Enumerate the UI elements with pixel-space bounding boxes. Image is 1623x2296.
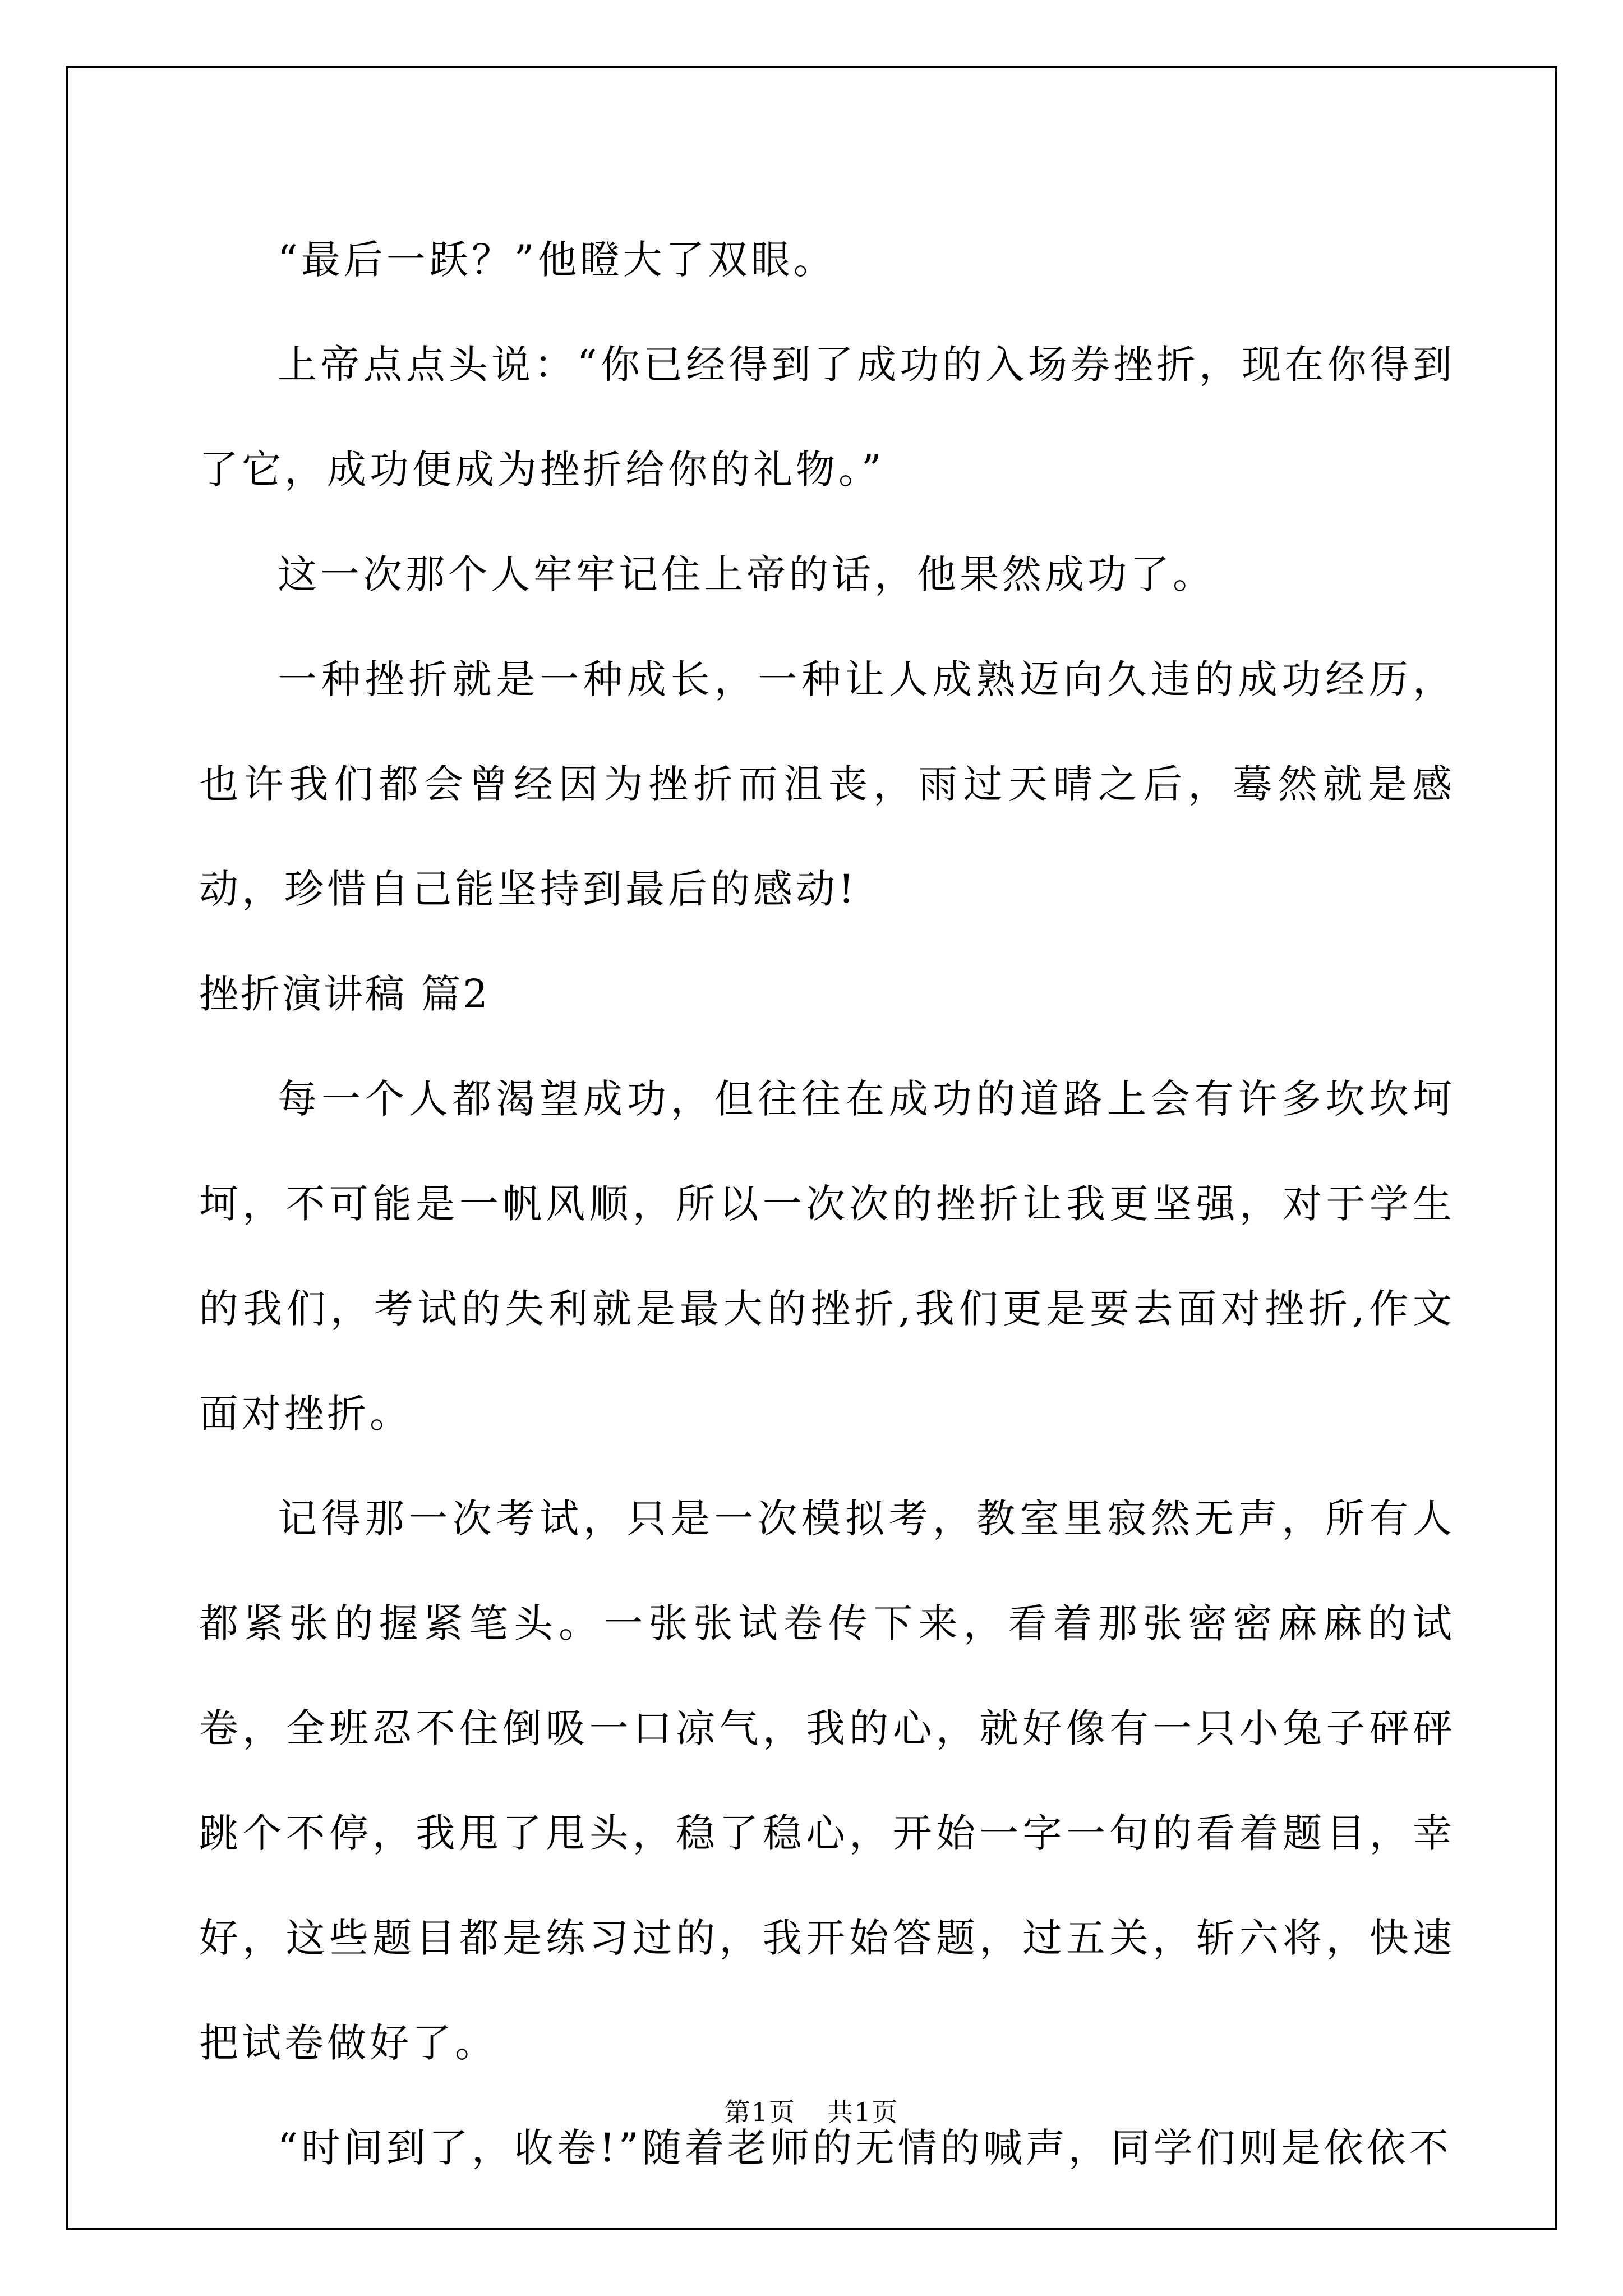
paragraph: 一种挫折就是一种成长，一种让人成熟迈向久违的成功经历，也许我们都会曾经因为挫折而沮丧，雨过天晴之后，蓦然就是感动，珍惜自己能坚持到最后的感动!: [199, 656, 1455, 912]
paragraph: 上帝点点头说：“你已经得到了成功的入场券挫折，现在你得到了它，成功便成为挫折给你的礼物。”: [199, 342, 1455, 493]
page-footer: [0, 2095, 1623, 2129]
paragraph: “时间到了，收卷!”随着老师的无情的喊声，同学们则是依依不: [278, 2125, 1452, 2171]
document-body: [199, 208, 1455, 2201]
paragraph: “最后一跃？”他瞪大了双眼。: [278, 237, 836, 283]
total-pages: 共1页: [827, 2097, 899, 2127]
paragraph: 每一个人都渴望成功，但往往在成功的道路上会有许多坎坎坷坷，不可能是一帆风顺，所以一次次的挫折让我更坚强，对于学生的我们，考试的失利就是最大的挫折,我们更是要去面对挫折,作文 面对挫折。: [199, 1076, 1455, 1437]
paragraph: 这一次那个人牢牢记住上帝的话，他果然成功了。: [278, 551, 1215, 597]
paragraph: 记得那一次考试，只是一次模拟考，教室里寂然无声，所有人都紧张的握紧笔头。一张张试卷传下来，看着那张密密麻麻的试卷，全班忍不住倒吸一口凉气，我的心，就好像有一只小兔子砰砰跳个不停，我甩了甩头，稳了稳心，开始一字一句的看着题目，幸好，这些题目都是练习过的，我开始答题，过五关，斩六将，快速把试卷做好了。: [199, 1496, 1455, 2066]
section-heading: 挫折演讲稿 篇2: [199, 971, 490, 1017]
page-number: 第1页: [724, 2097, 796, 2127]
